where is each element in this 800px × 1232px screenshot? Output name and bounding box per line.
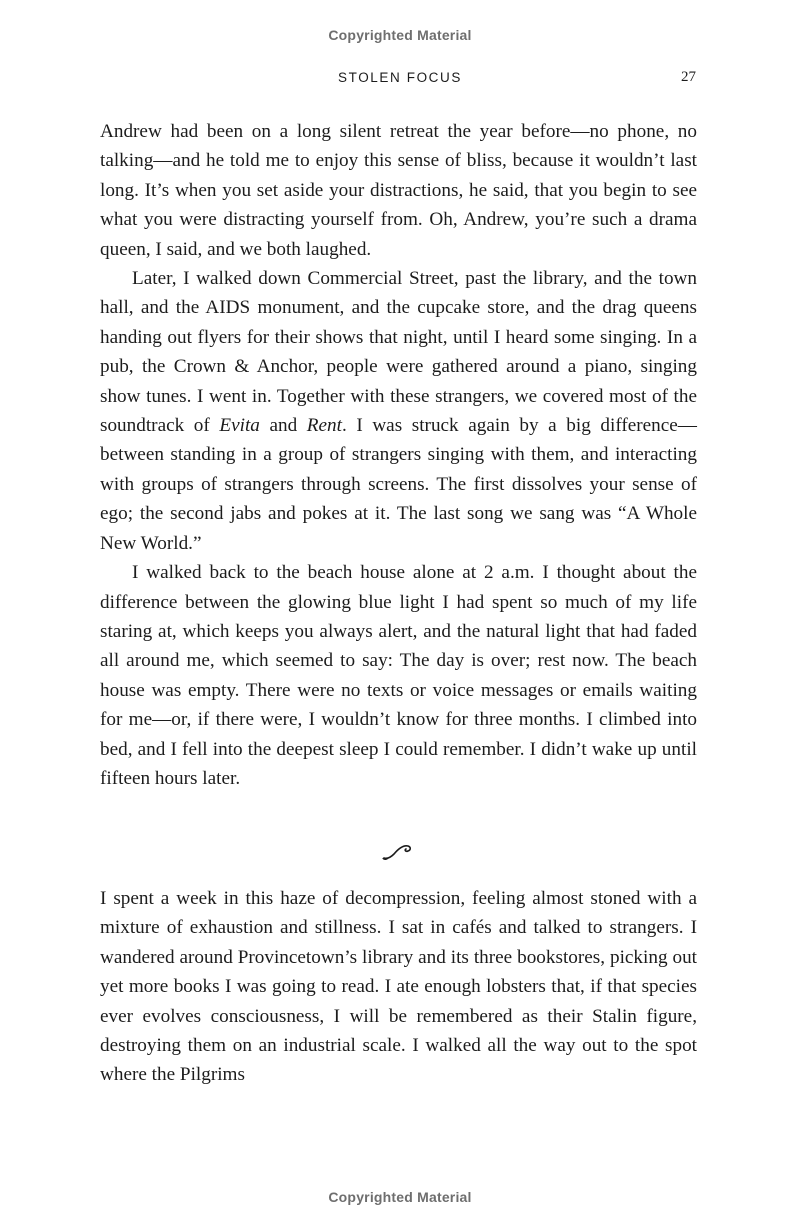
copyright-watermark-top: Copyrighted Material — [328, 27, 472, 43]
paragraph-text: and — [259, 415, 307, 437]
paragraph-text: Later, I walked down Commercial Street, past the library, and the town hall, and the AIDS monument, and the cupcake store, and the drag queens handing out flyers for their shows that night, until I heard some singing. In a pub, the Crown & Anchor, people were gathered around a piano, singing show tunes. I went in. Together with these strangers, we covered most of the soundtrack of — [100, 268, 697, 437]
paragraph-andrew: Andrew had been on a long silent retreat the year before—no phone, no talking—and he told me to enjoy this sense of bliss, because it wouldn’t last long. It’s when you set aside your distractions, he said, that you begin to see what you were distracting yourself from. Oh, Andrew, you’re such a drama queen, I said, and we both laughed. — [100, 121, 697, 260]
title-evita: Evita — [219, 415, 260, 437]
paragraph-beach-house: I walked back to the beach house alone at 2 a.m. I thought about the difference between the glowing blue light I had spent so much of my life staring at, which keeps you always alert, and the natural light that had faded all around me, which seemed to say: The day is over; rest now. The beach house was empty. There were no texts or voice messages or emails waiting for me—or, if there were, I wouldn’t know for three months. I climbed into bed, and I fell into the deepest sleep I could remember. I didn’t wake up until fifteen hours later. — [100, 562, 697, 789]
swash-ornament-icon — [370, 838, 430, 868]
running-header — [0, 70, 800, 90]
paragraph-decompression: I spent a week in this haze of decompression, feeling almost stoned with a mixture of exhaustion and stillness. I sat in cafés and talked to strangers. I wandered around Provincetown’s library and its three bookstores, picking out yet more books I was going to read. I ate enough lobsters that, if that species ever evolves consciousness, I will be remembered as their Stalin figure, destroying them on an industrial scale. I walked all the way out to the spot where the Pilgrims — [100, 888, 697, 1086]
paragraph-commercial-street — [100, 264, 697, 558]
running-title: STOLEN FOCUS — [338, 70, 462, 85]
section-after-break — [100, 884, 697, 1090]
main-text-section — [100, 117, 697, 793]
paragraph-text: . I was struck again by a big difference—between standing in a group of strangers singing with them, and interacting with groups of strangers through screens. The first dissolves your sense of ego; the second jabs and pokes at it. The last song we sang was “A Whole New World.” — [100, 415, 697, 554]
page-number: 27 — [681, 69, 696, 85]
title-rent: Rent — [306, 415, 342, 437]
copyright-watermark-bottom: Copyrighted Material — [328, 1189, 472, 1205]
